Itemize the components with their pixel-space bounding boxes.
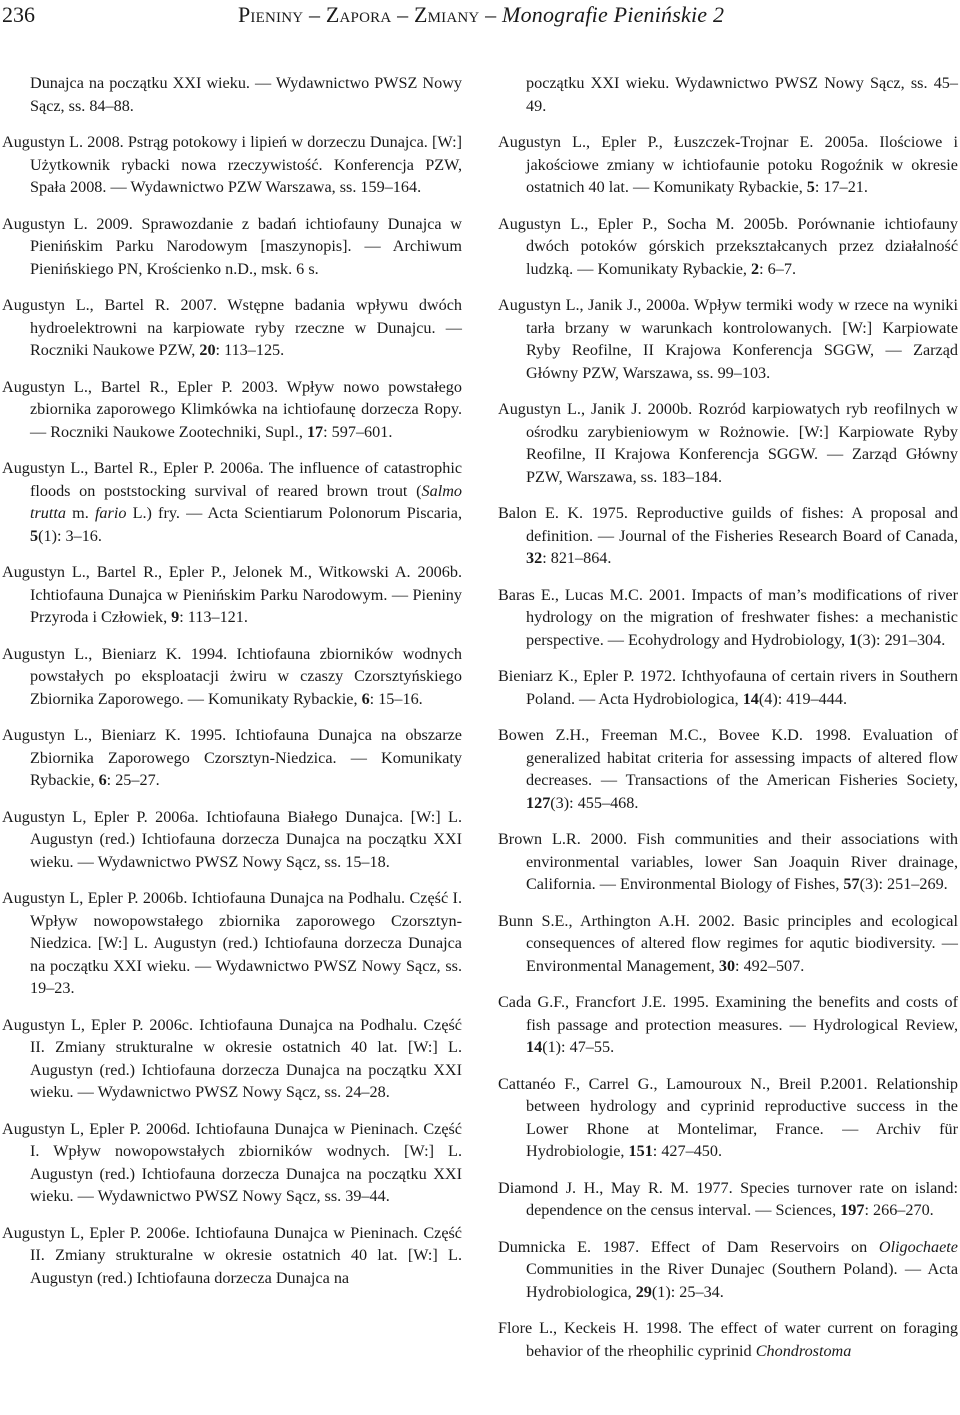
reference-text: : 492–507. bbox=[735, 956, 805, 975]
reference-text: Augustyn L., Bartel R. 2007. Wstępne badania wpływu dwóch hydroelektrowni na karpiowate ryby rzeczne w Dunajcu. — Roczniki Naukowe PZW, bbox=[2, 296, 462, 359]
references-left-column bbox=[2, 72, 462, 1303]
volume-number: 5 bbox=[806, 178, 815, 196]
reference-text: Dumnicka E. 1987. Effect of Dam Reservoirs on bbox=[498, 1237, 879, 1256]
reference-entry bbox=[498, 72, 958, 117]
reference-text: Augustyn L, Epler P. 2006b. Ichtiofauna Dunajca na Podhalu. Część I. Wpływ nowopowstałego zbiornika zaporowego Czorsztyn-Niedzica. [W:] L. Augustyn (red.) Ichtiofauna dorzecza Dunajca na początku XXI wieku. — Wydawnictwo PWSZ Nowy Sącz, ss. 19–23. bbox=[2, 889, 462, 997]
reference-text: Augustyn L., Janik J., 2000a. Wpływ termiki wody w rzece na wyniki tarła brzany w warunkach kontrolowanych. [W:] Karpiowate Ryby Reofilne, II Krajowa Konferencja SGGW, — Zarząd Główny PZW, Warszawa, ss. 99–103. bbox=[498, 296, 958, 382]
reference-entry bbox=[498, 1073, 958, 1163]
reference-entry bbox=[2, 806, 462, 874]
reference-text: Augustyn L., Epler P., Łuszczek-Trojnar E. 2005a. Ilościowe i jakościowe zmiany w ichtiofaunie potoku Rogoźnik w okresie ostatnich 40 lat. — Komunikaty Rybackie, bbox=[498, 133, 958, 196]
reference-text: Dunajca na początku XXI wieku. — Wydawnictwo PWSZ Nowy Sącz, ss. 84–88. bbox=[30, 74, 462, 115]
reference-entry bbox=[498, 131, 958, 199]
running-title-series: Pieniny – Zapora – Zmiany – bbox=[238, 2, 503, 27]
reference-text: Balon E. K. 1975. Reproductive guilds of fishes: A proposal and definition. — Journal of the Fisheries Research Board of Canada, bbox=[498, 504, 958, 545]
reference-entry bbox=[2, 1118, 462, 1208]
reference-text: : 17–21. bbox=[814, 178, 868, 196]
italic-term: fario bbox=[94, 504, 127, 522]
italic-term: Salmo trutta bbox=[30, 481, 462, 522]
running-title-volume: Monografie Pienińskie 2 bbox=[502, 2, 725, 27]
reference-text: : 113–121. bbox=[179, 608, 248, 626]
reference-entry bbox=[498, 213, 958, 281]
volume-number: 17 bbox=[306, 422, 324, 441]
reference-entry bbox=[2, 1222, 462, 1290]
reference-text: (4): 419–444. bbox=[758, 689, 848, 708]
italic-term: Oligochaete bbox=[878, 1237, 958, 1256]
reference-text: Augustyn L. 2008. Pstrąg potokowy i lipień w dorzeczu Dunajca. [W:] Użytkownik rybacki nowa rzeczywistość. Konferencja PZW, Spała 2008. — Wydawnictwo PZW Warszawa, ss. 159–164. bbox=[2, 133, 462, 196]
reference-entry bbox=[2, 376, 462, 444]
reference-text: (1): 25–34. bbox=[651, 1282, 724, 1301]
volume-number: 14 bbox=[526, 1038, 543, 1056]
reference-entry bbox=[498, 828, 958, 896]
reference-text: Augustyn L, Epler P. 2006c. Ichtiofauna Dunajca na Podhalu. Część II. Zmiany strukturalne w okresie ostatnich 40 lat. [W:] L. Augustyn (red.) Ichtiofauna dorzecza Dunajca na początku XXI wieku. — Wydawnictwo PWSZ Nowy Sącz, ss. 24–28. bbox=[2, 1015, 462, 1101]
reference-text: Augustyn L, Epler P. 2006a. Ichtiofauna Białego Dunajca. [W:] L. Augustyn (red.) Ichtiofauna dorzecza Dunajca na początku XXI wieku. — Wydawnictwo PWSZ Nowy Sącz, ss. 15–18. bbox=[2, 807, 462, 871]
reference-text: : 427–450. bbox=[652, 1142, 723, 1160]
running-header bbox=[0, 0, 960, 40]
reference-text: Augustyn L., Bieniarz K. 1994. Ichtiofauna zbiorników wodnych powstałych po eksploatacji żwiru w czaszy Czorsztyńskiego Zbiornika Zaporowego. — Komunikaty Rybackie, bbox=[2, 644, 462, 708]
reference-entry bbox=[498, 584, 958, 652]
reference-text: Brown L.R. 2000. Fish communities and their associations with environmental variables, lower San Joaquin River drainage, California. — Environmental Biology of Fishes, bbox=[498, 830, 958, 893]
reference-entry bbox=[2, 1014, 462, 1104]
volume-number: 1 bbox=[849, 630, 858, 649]
reference-entry bbox=[498, 1236, 958, 1304]
reference-text: Flore L., Keckeis H. 1998. The effect of water current on foraging behavior of the rheophilic cyprinid bbox=[498, 1319, 958, 1360]
reference-entry bbox=[2, 457, 462, 547]
volume-number: 20 bbox=[199, 341, 216, 359]
reference-text: : 821–864. bbox=[542, 549, 612, 567]
reference-text: L.) fry. — Acta Scientiarum Polonorum Piscaria, bbox=[126, 504, 462, 522]
volume-number: 5 bbox=[30, 526, 39, 545]
reference-text: Augustyn L., Bieniarz K. 1995. Ichtiofauna Dunajca na obszarze Zbiornika Zaporowego Czorsztyn-Niedzica. — Komunikaty Rybackie, bbox=[2, 726, 462, 789]
volume-number: 6 bbox=[98, 771, 107, 789]
volume-number: 30 bbox=[718, 956, 736, 975]
reference-entry bbox=[498, 665, 958, 710]
reference-entry bbox=[498, 910, 958, 978]
reference-entry bbox=[498, 294, 958, 384]
reference-text: : 25–27. bbox=[106, 771, 160, 789]
volume-number: 2 bbox=[751, 259, 760, 278]
reference-entry bbox=[498, 991, 958, 1059]
references-right-column bbox=[498, 72, 958, 1376]
reference-entry bbox=[2, 131, 462, 199]
reference-text: Augustyn L, Epler P. 2006e. Ichtiofauna Dunajca w Pieninach. Część II. Zmiany strukturalne w okresie ostatnich 40 lat. [W:] L. Augustyn (red.) Ichtiofauna dorzecza Dunajca na bbox=[2, 1223, 462, 1287]
page-number: 236 bbox=[2, 2, 35, 27]
reference-entry bbox=[498, 398, 958, 488]
reference-text: Augustyn L., Bartel R., Epler P., Jelonek M., Witkowski A. 2006b. Ichtiofauna Dunajca w Pienińskim Parku Narodowym. — Pieniny Przyroda i Człowiek, bbox=[2, 563, 462, 626]
reference-text: Bunn S.E., Arthington A.H. 2002. Basic principles and ecological consequences of altered flow regimes for aqutic biodiversity. — Environmental Management, bbox=[498, 911, 958, 975]
volume-number: 32 bbox=[526, 549, 543, 567]
reference-text: Diamond J. H., May R. M. 1977. Species turnover rate on island: dependence on the census interval. — Sciences, bbox=[498, 1178, 958, 1219]
reference-text: : 15–16. bbox=[369, 689, 423, 708]
reference-entry bbox=[498, 1177, 958, 1222]
reference-text: Augustyn L., Bartel R., Epler P. 2006a. The influence of catastrophic floods on poststocking survival of reared brown trout ( bbox=[2, 459, 462, 500]
reference-entry bbox=[2, 294, 462, 362]
reference-entry bbox=[498, 1317, 958, 1362]
running-title bbox=[238, 2, 724, 28]
reference-text: (3): 455–468. bbox=[550, 793, 639, 812]
reference-entry bbox=[2, 887, 462, 1000]
reference-text: początku XXI wieku. Wydawnictwo PWSZ Nowy Sącz, ss. 45–49. bbox=[526, 74, 958, 115]
volume-number: 197 bbox=[840, 1201, 865, 1219]
reference-text: Augustyn L., Epler P., Socha M. 2005b. Porównanie ichtiofauny dwóch potoków górskich przekształcanych przez działalność ludzką. — Komunikaty Rybackie, bbox=[498, 214, 958, 278]
reference-text: : 6–7. bbox=[759, 259, 796, 278]
reference-entry bbox=[2, 561, 462, 629]
volume-number: 127 bbox=[526, 793, 551, 812]
volume-number: 6 bbox=[361, 689, 370, 708]
reference-text: Augustyn L. 2009. Sprawozdanie z badań ichtiofauny Dunajca w Pienińskim Parku Narodowym [maszynopis]. — Archiwum Pienińskiego PN, Krościenko n.D., msk. 6 s. bbox=[2, 214, 462, 278]
reference-entry bbox=[2, 724, 462, 792]
reference-text: m. bbox=[65, 504, 95, 522]
reference-entry bbox=[2, 72, 462, 117]
reference-text: Cada G.F., Francfort J.E. 1995. Examining the benefits and costs of fish passage and protection measures. — Hydrological Review, bbox=[498, 993, 958, 1034]
volume-number: 9 bbox=[171, 608, 180, 626]
reference-text: Augustyn L., Janik J. 2000b. Rozród karpiowatych ryb reofilnych w ośrodku zarybieniowym w Rożnowie. [W:] Karpiowate Ryby Reofilne, II Krajowa Konferencja SGGW. — Zarząd Główny PZW, Warszawa, ss. 183–184. bbox=[498, 400, 958, 486]
reference-text: Augustyn L., Bartel R., Epler P. 2003. Wpływ nowo powstałego zbiornika zaporowego Klimkówka na ichtiofaunę dorzecza Ropy. — Roczniki Naukowe Zootechniki, Supl., bbox=[2, 377, 462, 441]
reference-text: Bieniarz K., Epler P. 1972. Ichthyofauna of certain rivers in Southern Poland. — Acta Hydrobiologica, bbox=[498, 667, 958, 708]
volume-number: 29 bbox=[635, 1282, 652, 1301]
reference-entry bbox=[2, 213, 462, 281]
reference-entry bbox=[2, 643, 462, 711]
reference-text: : 113–125. bbox=[215, 341, 285, 359]
volume-number: 14 bbox=[742, 689, 759, 708]
reference-text: Baras E., Lucas M.C. 2001. Impacts of man’s modifications of river hydrology on the migration of freshwater fishes: a mechanistic perspective. — Ecohydrology and Hydrobiology, bbox=[498, 585, 958, 649]
reference-entry bbox=[498, 724, 958, 814]
reference-text: : 266–270. bbox=[864, 1201, 934, 1219]
reference-text: (3): 251–269. bbox=[859, 875, 948, 893]
reference-text: (1): 3–16. bbox=[38, 526, 102, 545]
italic-term: Chondrostoma bbox=[755, 1341, 852, 1360]
reference-entry bbox=[498, 502, 958, 570]
reference-text: : 597–601. bbox=[323, 422, 393, 441]
reference-text: (1): 47–55. bbox=[542, 1038, 615, 1056]
reference-text: Bowen Z.H., Freeman M.C., Bovee K.D. 1998. Evaluation of generalized habitat criteria for assessing impacts of altered flow decreases. — Transactions of the American Fisheries Society, bbox=[498, 726, 958, 789]
reference-text: (3): 291–304. bbox=[857, 630, 946, 649]
reference-text: Communities in the River Dunajec (Southern Poland). — Acta Hydrobiologica, bbox=[526, 1260, 958, 1301]
reference-text: Cattanéo F., Carrel G., Lamouroux N., Breil P.2001. Relationship between hydrology and cyprinid reproductive success in the Lower Rhone at Montelimar, France. — Archiv für Hydrobiologie, bbox=[498, 1074, 958, 1160]
volume-number: 57 bbox=[843, 875, 860, 893]
reference-text: Augustyn L, Epler P. 2006d. Ichtiofauna Dunajca w Pieninach. Część I. Wpływ nowopowstałych zbiorników wodnych. [W:] L. Augustyn (red.) Ichtiofauna dorzecza Dunajca na początku XXI wieku. — Wydawnictwo PWSZ Nowy Sącz, ss. 39–44. bbox=[2, 1119, 462, 1205]
volume-number: 151 bbox=[628, 1142, 653, 1160]
